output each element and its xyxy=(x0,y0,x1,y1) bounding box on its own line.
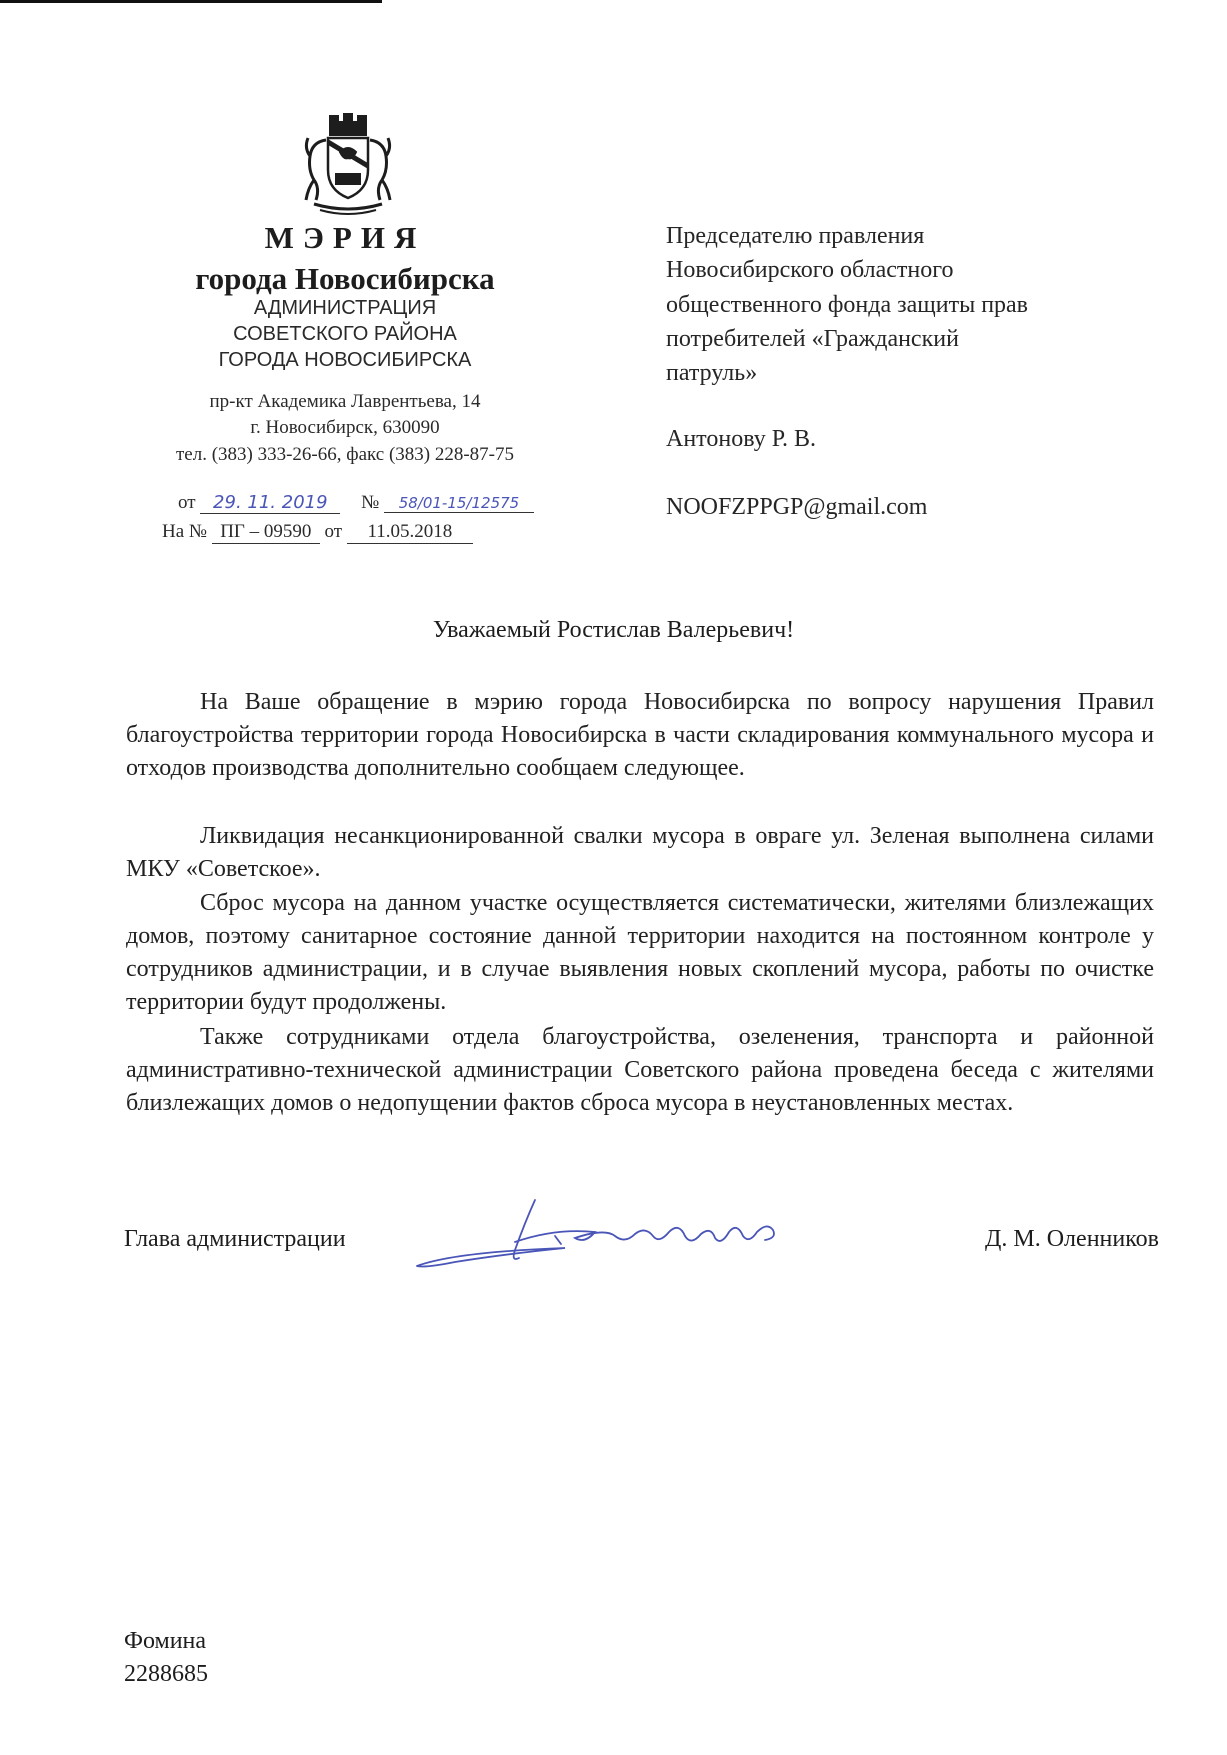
registration-line xyxy=(178,492,534,514)
addressee-line-1: Председателю правления xyxy=(666,223,925,249)
sender-administration: АДМИНИСТРАЦИЯ xyxy=(253,297,437,319)
reference-line xyxy=(162,521,473,544)
signatory-position: Глава администрации xyxy=(124,1226,346,1252)
sender-phone: тел. (383) 333-26-66, факс (383) 228-87-75 xyxy=(175,444,515,465)
date-prefix: от xyxy=(178,492,196,513)
executor-phone: 2288685 xyxy=(124,1661,208,1687)
sender-title: МЭРИЯ xyxy=(264,220,426,255)
city-coat-of-arms-icon xyxy=(300,108,396,218)
addressee-email: NOOFZPPGP@gmail.com xyxy=(666,494,928,520)
ref-from: от xyxy=(324,521,343,542)
executor-name: Фомина xyxy=(124,1628,207,1654)
handwritten-signature xyxy=(415,1192,835,1282)
addressee-name: Антонову Р. В. xyxy=(666,426,817,452)
sender-street: пр-кт Академика Лаврентьева, 14 xyxy=(209,391,481,412)
salutation: Уважаемый Ростислав Валерьевич! xyxy=(432,617,795,643)
sender-city: города Новосибирска xyxy=(195,261,495,296)
sender-district: СОВЕТСКОГО РАЙОНА xyxy=(233,323,457,345)
outgoing-number: 58/01-15/12575 xyxy=(384,494,534,513)
body-paragraph-4: Также сотрудниками отдела благоустройства, озеленения, транспорта и районной административно-технической администрации Советского района проведена беседа с жителями близлежащих домов о недопущении фактов сброса мусора в неустановленных местах. xyxy=(126,1024,1154,1116)
scan-edge-mark xyxy=(0,0,382,3)
body-paragraph-2: Ликвидация несанкционированной свалки мусора в овраге ул. Зеленая выполнена силами МКУ «Советское». xyxy=(126,823,1154,882)
sender-postal: г. Новосибирск, 630090 xyxy=(250,417,440,438)
addressee-line-5: патруль» xyxy=(666,360,758,386)
addressee-line-2: Новосибирского областного xyxy=(666,257,954,283)
ref-prefix: На № xyxy=(162,521,208,542)
ref-number: ПГ – 09590 xyxy=(212,521,320,544)
signatory-name: Д. М. Оленников xyxy=(985,1226,1159,1252)
body-paragraph-3: Сброс мусора на данном участке осуществляется систематически, жителями близлежащих домов, поэтому санитарное состояние данной территории находится на постоянном контроле у сотрудников администрации, и в случае выявления новых скоплений мусора, работы по очистке территории будут продолжены. xyxy=(126,890,1154,1015)
addressee-line-4: потребителей «Гражданский xyxy=(666,326,959,352)
body-paragraph-1: На Ваше обращение в мэрию города Новосибирска по вопросу нарушения Правил благоустройства территории города Новосибирска в части складирования коммунального мусора и отходов производства дополнительно сообщаем следующее. xyxy=(126,689,1154,781)
addressee-line-3: общественного фонда защиты прав xyxy=(666,292,1029,318)
sender-city-caps: ГОРОДА НОВОСИБИРСКА xyxy=(218,349,472,371)
number-prefix: № xyxy=(361,492,380,513)
outgoing-date: 29. 11. 2019 xyxy=(200,492,340,514)
ref-date: 11.05.2018 xyxy=(347,521,473,544)
